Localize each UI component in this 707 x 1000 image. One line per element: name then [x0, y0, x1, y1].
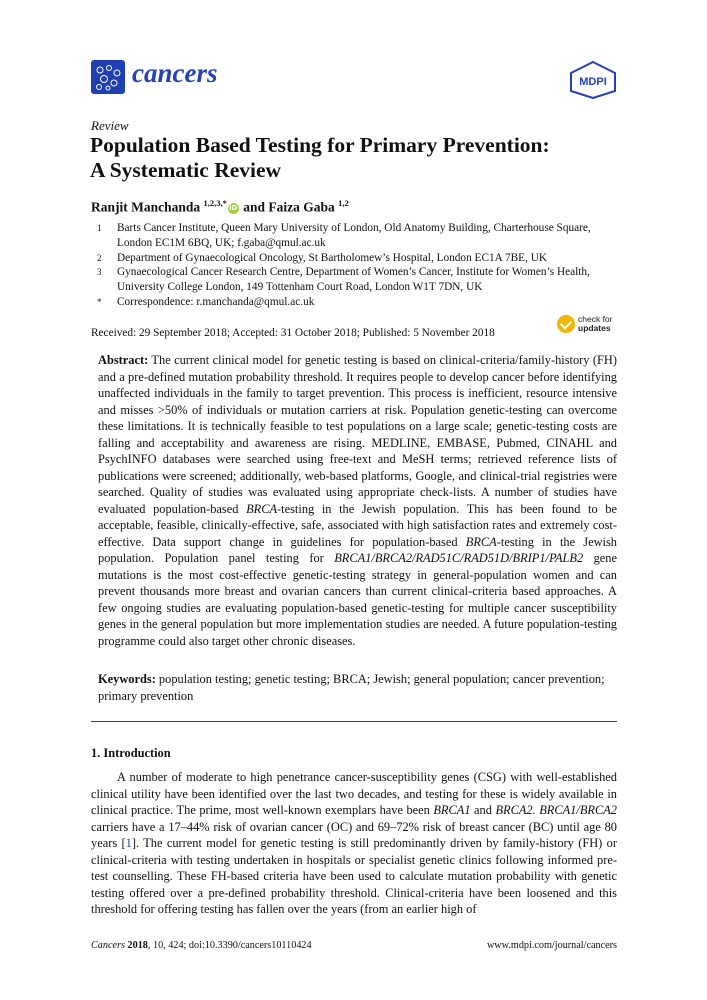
- author-connector: and: [243, 199, 266, 215]
- check-for-updates-badge[interactable]: [557, 313, 619, 339]
- section-heading: 1. Introduction: [91, 746, 171, 760]
- footer-year: 2018: [127, 940, 148, 951]
- author-name[interactable]: Faiza Gaba: [268, 199, 335, 215]
- journal-name: cancers: [132, 58, 218, 88]
- affiliation-text: Barts Cancer Institute, Queen Mary University of London, Old Anatomy Building, Charterhouse Square, London EC1M 6BQ, UK; f.gaba@qmul.ac.uk: [117, 222, 591, 250]
- abstract-text: -testing in the Jewish population. Population panel testing for: [98, 534, 618, 565]
- author-name[interactable]: Ranjit Manchanda: [91, 199, 201, 215]
- intro-paragraph: [91, 769, 617, 918]
- author-affiliation-sup: 1,2,3,*: [203, 198, 227, 208]
- gene-name: BRCA: [246, 501, 278, 516]
- section-divider: [91, 721, 617, 722]
- mdpi-logo: [568, 61, 618, 99]
- gene-name: BRCA: [465, 534, 497, 549]
- keywords-label: Keywords:: [98, 672, 156, 686]
- journal-logo-icon: [91, 60, 125, 94]
- abstract-text: -testing in the Jewish population. This has been found to be acceptable, feasible, clinically-effective, safe, associated with high satisfaction rates and extremely cost-effective. Data support change in guidelines for population-based: [98, 501, 617, 549]
- footer-url[interactable]: www.mdpi.com/journal/cancers: [486, 940, 617, 951]
- footer-doi[interactable]: , 10, 424; doi:10.3390/cancers10110424: [147, 940, 312, 951]
- orcid-icon[interactable]: iD: [229, 203, 238, 212]
- check-updates-icon: [557, 315, 575, 333]
- title-line-1: Population Based Testing for Primary Prevention:: [90, 133, 550, 157]
- check-updates-line1: check for: [578, 314, 613, 324]
- affiliation-number: 1: [97, 223, 102, 233]
- footer-citation: [91, 940, 312, 951]
- publication-dates: Received: 29 September 2018; Accepted: 31 October 2018; Published: 5 November 2018: [91, 327, 495, 339]
- affiliation-text: Department of Gynaecological Oncology, St Bartholomew’s Hospital, London EC1A 7BE, UK: [117, 252, 548, 264]
- article-type: Review: [91, 118, 129, 133]
- correspondence-text[interactable]: Correspondence: r.manchanda@qmul.ac.uk: [117, 296, 315, 308]
- affiliation-text: Gynaecological Cancer Research Centre, Department of Women’s Cancer, Institute for Women’s Health, University College London, 149 Tottenham Court Road, London W1T 7DN, UK: [117, 266, 590, 294]
- mdpi-logo-text: MDPI: [579, 76, 607, 88]
- affiliation-number: *: [97, 297, 102, 307]
- title-line-2: A Systematic Review: [90, 158, 282, 182]
- gene-name: BRCA1/BRCA2/RAD51C/RAD51D/BRIP1/PALB2: [334, 551, 584, 565]
- affiliation-number: 2: [97, 253, 102, 263]
- check-updates-line2: updates: [578, 323, 611, 333]
- abstract: [98, 352, 617, 649]
- gene-name: BRCA2. BRCA1/BRCA2: [495, 803, 617, 817]
- body-text: carriers have a 17–44% risk of ovarian cancer (OC) and 69–72% risk of breast cancer (BC) until age 80 years [: [91, 819, 617, 850]
- author-list: [91, 198, 349, 216]
- citation-link[interactable]: 1: [125, 836, 132, 850]
- article-title: [90, 133, 630, 183]
- body-text: A number of moderate to high penetrance cancer-susceptibility genes (CSG) with well-established clinical utility have been identified over the last two decades, and testing for these is widely available in clinical practice. The prime, most well-known exemplars have been: [91, 770, 617, 817]
- footer-journal: Cancers: [91, 940, 125, 951]
- keywords-text: population testing; genetic testing; BRCA; Jewish; general population; cancer prevention; primary prevention: [98, 672, 605, 703]
- abstract-text: The current clinical model for genetic testing is based on clinical-criteria/family-history (FH) and a pre-defined mutation probability threshold. It requires people to develop cancer before identifying unaffected individuals in the family to target prevention. This process is inefficient, resource intensive and misses >50% of individuals or mutation carriers at risk. Population genetic-testing can overcome these limitations. It is technically feasible to test populations on a large scale; genetic-testing costs are falling and acceptability and awareness are rising. MEDLINE, EMBASE, Pubmed, CINAHL and PsychINFO databases were searched using free-text and MeSH terms; retrieved reference lists of publications were screened; additionally, web-based platforms, Google, and clinical-trial registries were searched. Quality of studies was evaluated using appropriate check-lists. A number of studies have evaluated population-based: [98, 353, 617, 516]
- abstract-text: gene mutations is the most cost-effective genetic-testing strategy in general-population women and can prevent thousands more breast and ovarian cancers than current clinical-criteria based approaches. A few ongoing studies are evaluating population-based genetic-testing for multiple cancer susceptibility genes in the general population but more implementation studies are needed. A future population-testing programme could also target other chronic diseases.: [98, 551, 617, 648]
- gene-name: BRCA1: [433, 803, 471, 817]
- body-text: ]. The current model for genetic testing is still predominantly driven by family-history (FH) or clinical-criteria with testing undertaken in hospitals or specialist genetic clinics following informed pre-test counselling. These FH-based criteria have been used to calculate mutation probability with genetic testing offered over a pre-defined probability threshold. Clinical-criteria have been loosened and this threshold for offering testing has fallen over the years (from an earlier high of: [91, 836, 617, 916]
- keywords: [98, 671, 617, 704]
- author-affiliation-sup: 1,2: [338, 198, 349, 208]
- affiliation-number: 3: [97, 267, 102, 277]
- body-text: and: [470, 803, 496, 817]
- abstract-label: Abstract:: [98, 353, 149, 367]
